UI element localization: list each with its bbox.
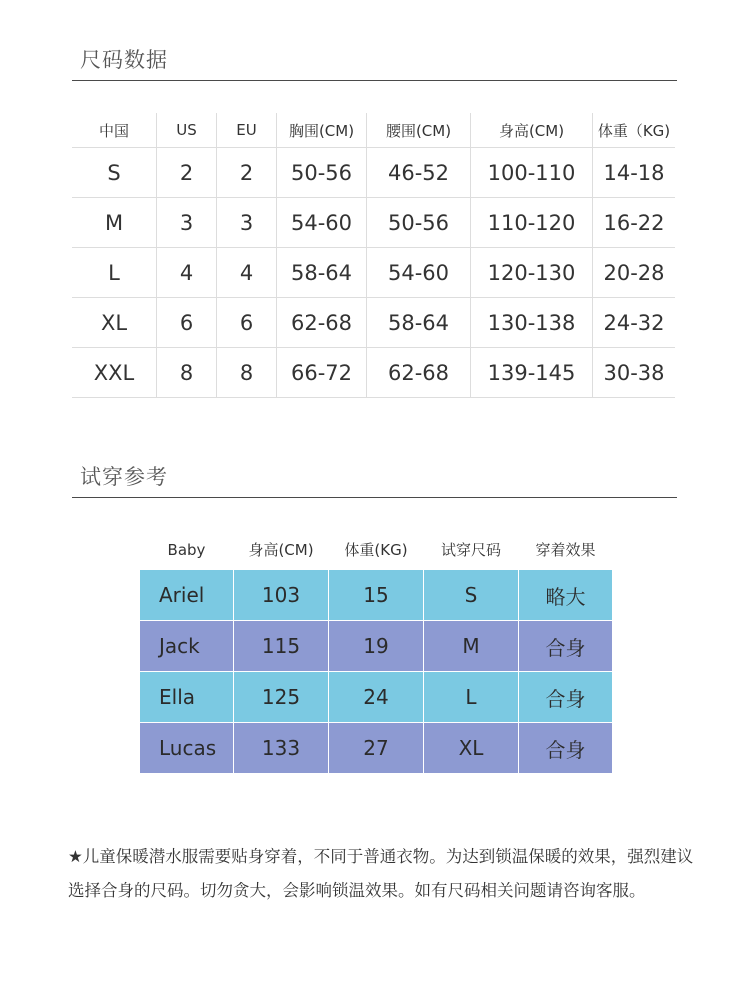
height-cell: 120-130: [471, 248, 593, 298]
weight-cell: 27: [329, 723, 424, 774]
table-row: [140, 621, 612, 672]
table-row: [140, 672, 612, 723]
height-cell: 139-145: [471, 348, 593, 398]
header-baby: Baby: [167, 540, 206, 559]
weight-cell: 16-22: [593, 198, 676, 248]
table-row: [72, 198, 675, 248]
size-chart-table: [72, 113, 675, 398]
size-cell: XL: [424, 723, 519, 774]
eu-cell: 2: [217, 148, 277, 198]
height-cell: 133: [234, 723, 329, 774]
header-china: 中国: [98, 121, 129, 140]
size-section-divider: [72, 80, 677, 81]
fit-cell: 合身: [519, 621, 613, 672]
table-row: [72, 148, 675, 198]
height-cell: 103: [234, 570, 329, 621]
header-weight: 体重(KG): [329, 530, 424, 570]
height-cell: 100-110: [471, 148, 593, 198]
fit-cell: 合身: [519, 723, 613, 774]
fit-cell: 略大: [519, 570, 613, 621]
size-cell: M: [72, 198, 157, 248]
height-cell: 125: [234, 672, 329, 723]
header-trial-size: 试穿尺码: [424, 530, 519, 570]
header-waist: 腰围(CM): [367, 113, 471, 148]
weight-cell: 19: [329, 621, 424, 672]
us-cell: 6: [157, 298, 217, 348]
size-cell: M: [424, 621, 519, 672]
header-fit-result: 穿着效果: [519, 530, 613, 570]
size-advice-note: ★儿童保暖潜水服需要贴身穿着，不同于普通衣物。为达到锁温保暖的效果，强烈建议选择合身的尺码。切勿贪大，会影响锁温效果。如有尺码相关问题请咨询客服。: [68, 847, 694, 900]
eu-cell: 4: [217, 248, 277, 298]
size-cell: XXL: [72, 348, 157, 398]
us-cell: 3: [157, 198, 217, 248]
us-cell: 2: [157, 148, 217, 198]
waist-cell: 54-60: [367, 248, 471, 298]
height-cell: 110-120: [471, 198, 593, 248]
size-cell: L: [72, 248, 157, 298]
header-height: 身高(CM): [471, 113, 593, 148]
chest-cell: 62-68: [277, 298, 367, 348]
header-height: 身高(CM): [234, 530, 329, 570]
fit-cell: 合身: [519, 672, 613, 723]
height-cell: 115: [234, 621, 329, 672]
table-row: [140, 570, 612, 621]
size-cell: L: [424, 672, 519, 723]
chest-cell: 66-72: [277, 348, 367, 398]
baby-name-cell: Jack: [140, 621, 234, 672]
table-row: [72, 248, 675, 298]
size-cell: S: [424, 570, 519, 621]
weight-cell: 14-18: [593, 148, 676, 198]
size-table-header-row: [72, 113, 675, 148]
header-eu: EU: [217, 113, 277, 148]
waist-cell: 62-68: [367, 348, 471, 398]
table-row: [72, 348, 675, 398]
fit-table-header-row: [140, 530, 612, 570]
waist-cell: 58-64: [367, 298, 471, 348]
table-row: [72, 298, 675, 348]
size-cell: XL: [72, 298, 157, 348]
us-cell: 4: [157, 248, 217, 298]
weight-cell: 24: [329, 672, 424, 723]
baby-name-cell: Ella: [140, 672, 234, 723]
weight-cell: 20-28: [593, 248, 676, 298]
baby-name-cell: Lucas: [140, 723, 234, 774]
eu-cell: 8: [217, 348, 277, 398]
chest-cell: 50-56: [277, 148, 367, 198]
table-row: [140, 723, 612, 774]
fit-section-title: 试穿参考: [80, 465, 168, 489]
chest-cell: 54-60: [277, 198, 367, 248]
chest-cell: 58-64: [277, 248, 367, 298]
weight-cell: 15: [329, 570, 424, 621]
eu-cell: 6: [217, 298, 277, 348]
weight-cell: 30-38: [593, 348, 676, 398]
header-chest: 胸围(CM): [277, 113, 367, 148]
us-cell: 8: [157, 348, 217, 398]
baby-name-cell: Ariel: [140, 570, 234, 621]
waist-cell: 46-52: [367, 148, 471, 198]
waist-cell: 50-56: [367, 198, 471, 248]
height-cell: 130-138: [471, 298, 593, 348]
fit-section-divider: [72, 497, 677, 498]
header-us: US: [157, 113, 217, 148]
eu-cell: 3: [217, 198, 277, 248]
fit-reference-table: [140, 530, 612, 773]
size-cell: S: [72, 148, 157, 198]
weight-cell: 24-32: [593, 298, 676, 348]
header-weight: 体重（KG): [593, 113, 676, 148]
size-section-title: 尺码数据: [80, 48, 168, 72]
